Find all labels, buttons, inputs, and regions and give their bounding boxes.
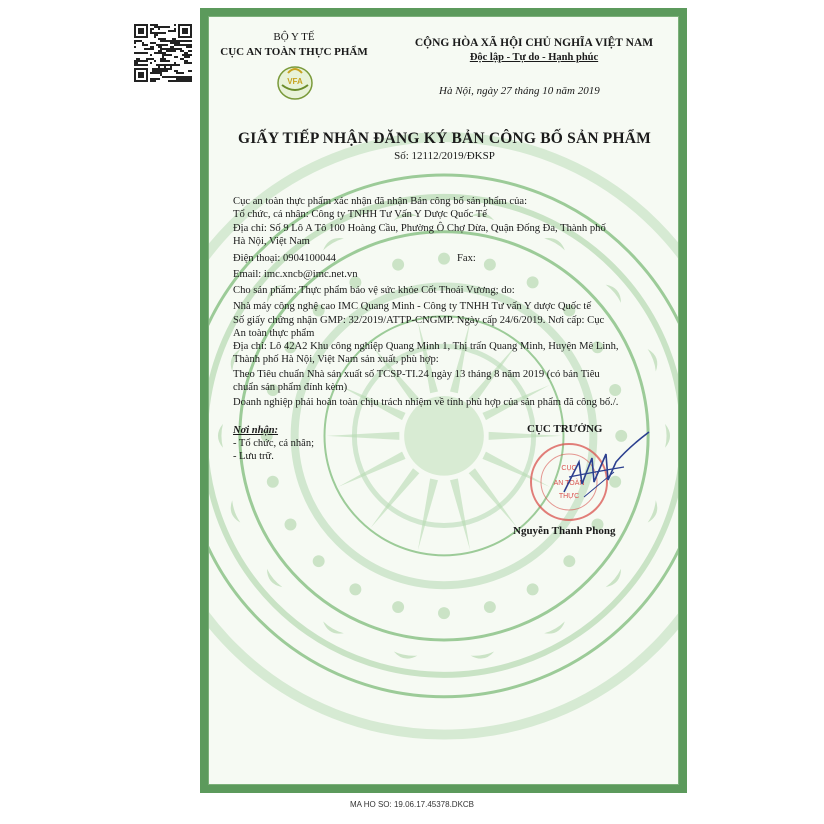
logo-text: VFA — [287, 77, 303, 86]
country-name: CỘNG HÒA XÃ HỘI CHỦ NGHĨA VIỆT NAM — [414, 37, 654, 49]
handwritten-signature-icon — [554, 422, 654, 507]
ministry-name: BỘ Y TẾ — [273, 31, 315, 43]
signer-title: CỤC TRƯỞNG — [527, 423, 603, 435]
recipient-item: - Tổ chức, cá nhân; — [233, 438, 315, 449]
body-line: Địa chỉ: Số 9 Lô A Tô 100 Hoàng Cầu, Phường Ô Chợ Dừa, Quận Đống Đa, Thành phố — [233, 223, 606, 234]
fax-line: Fax: — [457, 253, 476, 264]
vfa-logo-icon — [276, 61, 314, 101]
body-line: Địa chỉ: Lô 42A2 Khu công nghiệp Quang Minh 1, Thị trấn Quang Minh, Huyện Mê Linh, — [233, 341, 619, 352]
agency-name: CỤC AN TOÀN THỰC PHẨM — [220, 46, 368, 58]
phone-line: Điện thoại: 0904100044 — [233, 253, 336, 264]
recipients-heading: Nơi nhận: — [233, 425, 279, 436]
signer-name: Nguyễn Thanh Phong — [513, 525, 616, 537]
document-title: GIẤY TIẾP NHẬN ĐĂNG KÝ BẢN CÔNG BỐ SẢN PHẨM — [238, 130, 651, 147]
body-line: Tổ chức, cá nhân: Công ty TNHH Tư Vấn Y Dược Quốc Tế — [233, 209, 487, 220]
body-line: Hà Nội, Việt Nam — [233, 236, 310, 247]
svg-text:CỤC: CỤC — [561, 465, 577, 472]
body-line: Cục an toàn thực phẩm xác nhận đã nhận Bản công bố sản phẩm của: — [233, 196, 528, 207]
recipient-item: - Lưu trữ. — [233, 451, 274, 462]
place-date: Hà Nội, ngày 27 tháng 10 năm 2019 — [439, 85, 600, 97]
certificate-frame — [200, 8, 687, 793]
certificate-page — [208, 16, 679, 785]
email-line: Email: imc.xncb@imc.net.vn — [233, 269, 358, 280]
body-line: Số giấy chứng nhận GMP: 32/2019/ATTP-CNGMP. Ngày cấp 24/6/2019. Nơi cấp: Cục — [233, 315, 605, 326]
svg-text:THỰC: THỰC — [558, 493, 580, 500]
body-line: An toàn thực phẩm — [233, 328, 315, 339]
body-line: Theo Tiêu chuẩn Nhà sản xuất số TCSP-TI.24 ngày 13 tháng 8 năm 2019 (có bản Tiêu — [233, 369, 600, 380]
body-line: chuẩn sản phẩm đính kèm) — [233, 382, 348, 393]
body-line: Doanh nghiệp phải hoàn toàn chịu trách nhiệm về tính phù hợp của sản phẩm đã công bố./. — [233, 397, 619, 408]
body-line: Thành phố Hà Nội, Việt Nam sản xuất, phù hợp: — [233, 354, 439, 365]
body-line: Cho sản phẩm: Thực phẩm bảo vệ sức khỏe Cốt Thoái Vương; do: — [233, 285, 515, 296]
qr-code-icon — [132, 22, 194, 84]
svg-text:AN TOÀN: AN TOÀN — [553, 480, 585, 487]
dossier-code: MA HO SO: 19.06.17.45378.DKCB — [349, 800, 475, 809]
national-motto: Độc lập - Tự do - Hạnh phúc — [469, 52, 599, 63]
document-number: Số: 12112/2019/ĐKSP — [394, 150, 495, 162]
body-line: Nhà máy công nghệ cao IMC Quang Minh - Công ty TNHH Tư vấn Y dược Quốc tế — [233, 301, 592, 312]
